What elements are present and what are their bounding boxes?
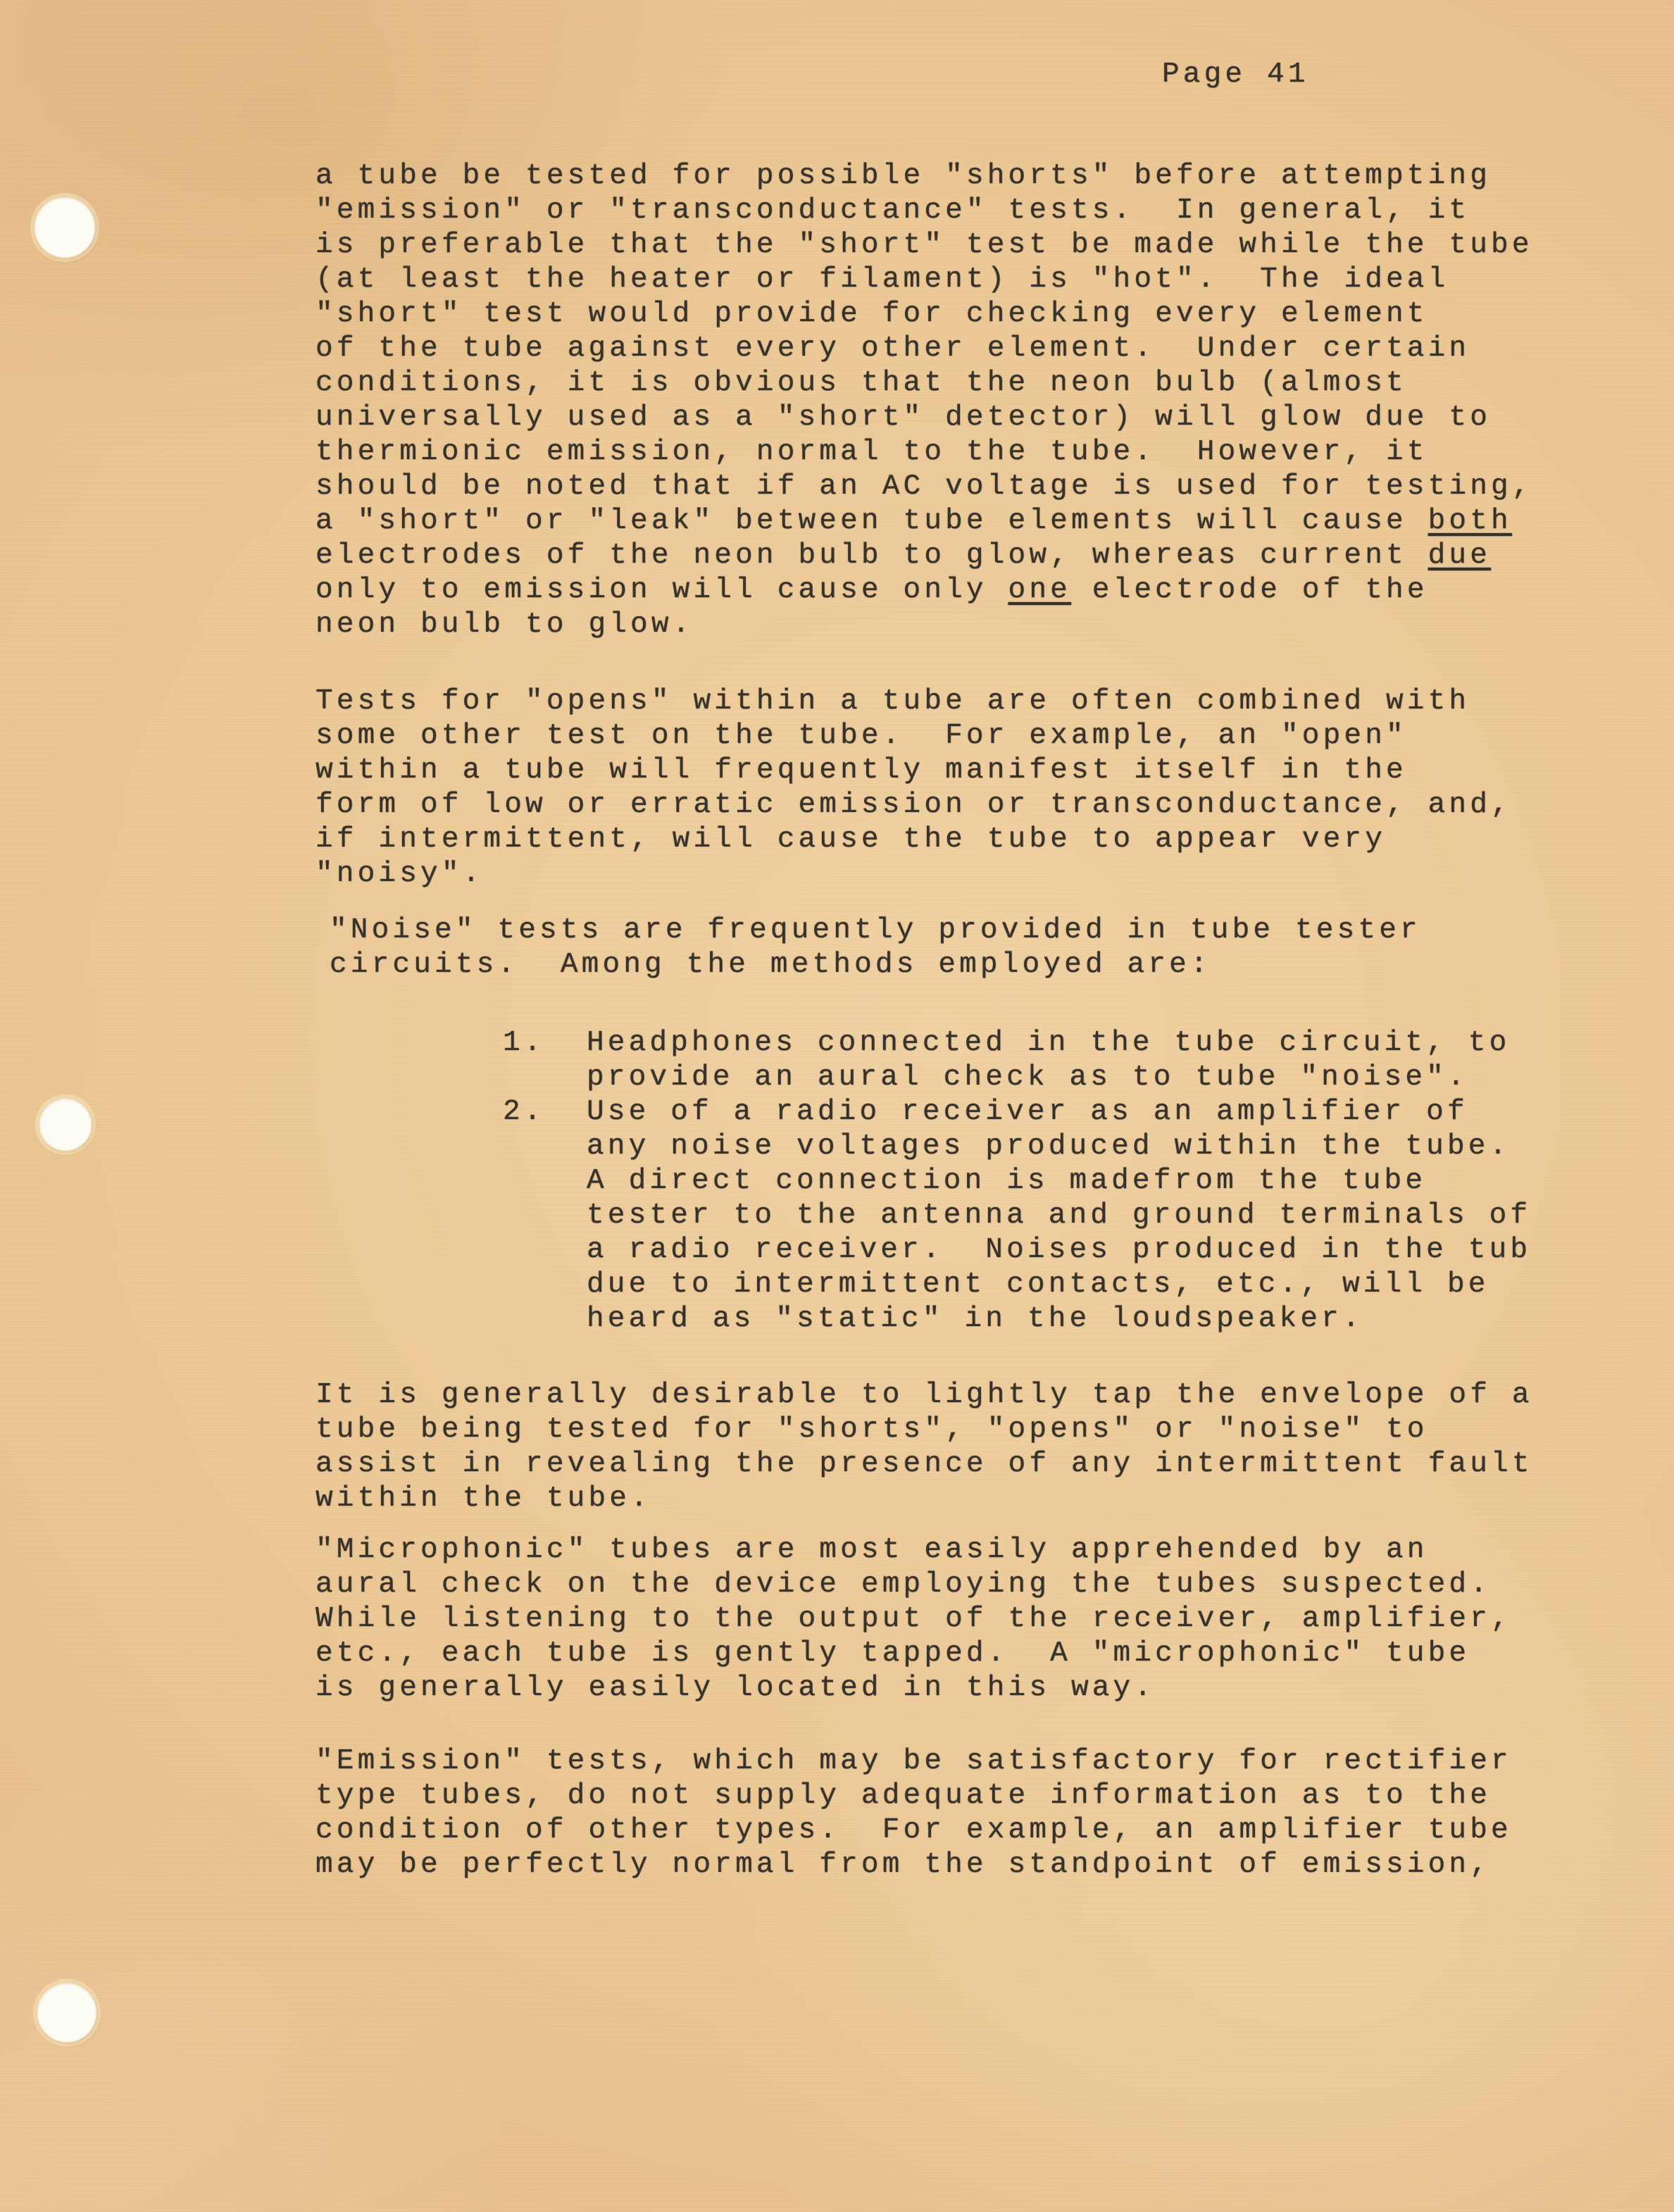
text-line [316,1378,1533,1413]
list-item [316,1026,1533,1095]
text-segment: thermionic emission, normal to the tube. However, it [316,436,1428,468]
text-segment: universally used as a "short" detector) will glow due to [316,401,1492,434]
text-line [316,573,1533,608]
list-item-text [587,1026,1533,1095]
text-line [587,1268,1533,1302]
text-segment: a tube be tested for possible "shorts" before attempting [316,160,1492,192]
text-segment: if intermittent, will cause the tube to appear very [316,823,1387,856]
text-segment: due to intermittent contacts, etc., will be [587,1268,1489,1301]
text-segment: "Noise" tests are frequently provided in tube tester [330,914,1421,946]
text-segment: only to emission will cause only [316,574,1008,606]
text-line [587,1095,1533,1130]
text-segment: type tubes, do not supply adequate information as to the [316,1780,1492,1812]
text-segment: within the tube. [316,1482,651,1515]
paragraph-7 [316,1744,1533,1882]
text-line [316,754,1533,788]
text-segment: conditions, it is obvious that the neon bulb (almost [316,367,1407,399]
text-segment: provide an aural check as to tube "noise". [587,1061,1468,1094]
text-segment: A direct connection is madefrom the tube [587,1165,1427,1197]
list-item-number: 2. [503,1096,545,1128]
text-line [587,1061,1533,1095]
text-line [316,401,1533,435]
text-segment: is preferable that the "short" test be made while the tube [316,229,1533,261]
text-segment: "Microphonic" tubes are most easily apprehended by an [316,1534,1428,1566]
document-body [316,159,1533,1882]
text-line [316,1447,1533,1482]
text-line [316,857,1533,892]
list-item-number: 1. [503,1027,545,1059]
text-segment: It is generally desirable to lightly tap the envelope of a [316,1379,1533,1411]
paragraph-6 [316,1533,1533,1706]
text-segment: may be perfectly normal from the standpoint of emission, [316,1849,1492,1881]
text-line [316,159,1533,194]
punch-hole [37,1983,96,2042]
text-line [316,1413,1533,1447]
text-segment: electrodes of the neon bulb to glow, whereas current [316,539,1428,572]
text-segment: assist in revealing the presence of any intermittent fault [316,1448,1533,1480]
text-segment: While listening to the output of the receiver, amplifier, [316,1603,1512,1635]
text-line [316,470,1533,504]
text-segment: of the tube against every other element. Under certain [316,332,1470,365]
text-segment: "short" test would provide for checking every element [316,298,1428,330]
text-line [316,539,1533,573]
text-segment: Headphones connected in the tube circuit, to [587,1027,1511,1059]
paragraph-3 [330,913,1533,982]
text-line [587,1233,1533,1268]
punch-hole [35,197,95,258]
text-line [316,504,1533,539]
text-line [330,913,1533,948]
text-line [316,435,1533,470]
underlined-word: one [1008,574,1071,606]
text-line [316,608,1533,642]
text-line [316,228,1533,263]
text-segment: tube being tested for "shorts", "opens" or "noise" to [316,1413,1428,1446]
text-line [316,1813,1533,1848]
text-segment: "emission" or "transconductance" tests. In general, it [316,194,1470,227]
text-line [316,194,1533,228]
text-segment: should be noted that if an AC voltage is used for testing, [316,470,1533,503]
text-segment: condition of other types. For example, an amplifier tube [316,1814,1512,1847]
list-item [316,1095,1533,1337]
text-segment: Use of a radio receiver as an amplifier of [587,1096,1468,1128]
text-segment: etc., each tube is gently tapped. A "microphonic" tube [316,1637,1470,1670]
text-segment: Tests for "opens" within a tube are often combined with [316,685,1470,718]
text-segment: electrode of the [1070,574,1428,606]
text-line [316,1744,1533,1779]
numbered-list [316,1026,1533,1337]
text-line [316,1533,1533,1568]
text-line [316,366,1533,401]
text-line [316,1602,1533,1637]
text-line [316,685,1533,719]
text-line [316,788,1533,823]
text-line [587,1199,1533,1233]
text-segment: heard as "static" in the loudspeaker. [587,1303,1363,1335]
text-line [316,297,1533,332]
underlined-word: due [1428,539,1492,572]
text-segment: within a tube will frequently manifest itself in the [316,754,1407,787]
text-segment: some other test on the tube. For example, an "open" [316,720,1407,752]
text-line [316,1779,1533,1813]
paragraph-1 [316,159,1533,642]
list-item-text [587,1095,1533,1337]
text-line [316,823,1533,857]
text-segment: a "short" or "leak" between tube elements will cause [316,505,1428,537]
text-line [316,332,1533,366]
text-segment: "noisy". [316,858,484,890]
punch-hole [39,1099,92,1151]
text-segment: neon bulb to glow. [316,608,694,641]
text-segment: circuits. Among the methods employed are: [330,949,1211,981]
text-line [316,1637,1533,1671]
text-line [587,1130,1533,1164]
text-segment: tester to the antenna and ground terminals of [587,1199,1532,1232]
text-segment: is generally easily located in this way. [316,1672,1156,1704]
underlined-word: both [1428,505,1512,537]
text-line [316,1848,1533,1882]
text-line [316,1482,1533,1516]
text-line [316,1671,1533,1706]
text-segment: form of low or erratic emission or transconductance, and, [316,789,1512,821]
text-line [587,1026,1533,1061]
text-line [587,1302,1533,1337]
text-segment: a radio receiver. Noises produced in the tub [587,1234,1532,1266]
text-line [330,948,1533,982]
text-line [316,719,1533,754]
page-number: Page 41 [1162,58,1309,91]
text-segment: any noise voltages produced within the tube. [587,1130,1511,1163]
text-line [316,1568,1533,1602]
paragraph-5 [316,1378,1533,1516]
text-segment: aural check on the device employing the tubes suspected. [316,1568,1492,1601]
text-line [316,263,1533,297]
text-segment: (at least the heater or filament) is "hot". The ideal [316,263,1449,296]
text-line [587,1164,1533,1199]
text-segment: "Emission" tests, which may be satisfactory for rectifier [316,1745,1512,1777]
paragraph-2 [316,685,1533,892]
